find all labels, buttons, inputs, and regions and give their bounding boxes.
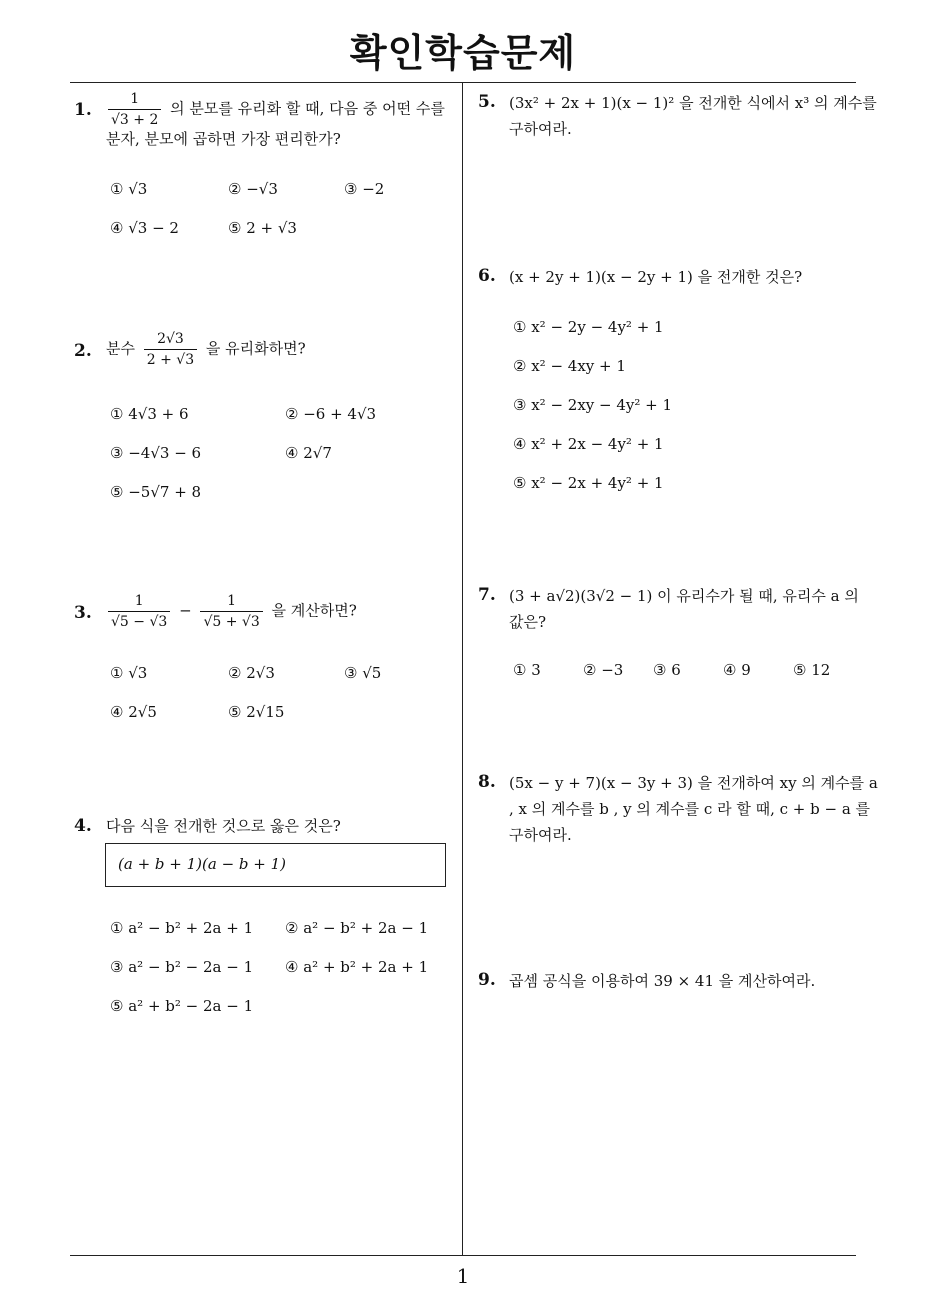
option-3[interactable]: ③ −4√3 − 6 (110, 444, 202, 462)
option-4[interactable]: ④ √3 − 2 (110, 219, 179, 237)
page-number: 1 (456, 1264, 470, 1288)
boxed-expression: (a + b + 1)(a − b + 1) (118, 855, 287, 873)
option-3[interactable]: ③ a² − b² − 2a − 1 (110, 958, 254, 976)
option-5[interactable]: ⑤ 12 (793, 661, 831, 679)
question-stem-line2: , x 의 계수를 b , y 의 계수를 c 라 할 때, c + b − a 를 (509, 800, 871, 818)
option-2[interactable]: ② a² − b² + 2a − 1 (285, 919, 429, 937)
option-1[interactable]: ① 3 (513, 661, 541, 679)
option-5[interactable]: ⑤ 2 + √3 (228, 219, 297, 237)
question-stem: (x + 2y + 1)(x − 2y + 1) 을 전개한 것은? (509, 268, 803, 286)
question-stem: (3 + a√2)(3√2 − 1) 이 유리수가 될 때, 유리수 a 의 (509, 587, 859, 605)
fraction (200, 592, 262, 631)
question-number: 3. (74, 603, 92, 623)
question-stem-line2: 값은? (509, 613, 547, 631)
fraction-denominator: √5 − √3 (111, 614, 168, 630)
stem-text: 을 계산하면? (271, 601, 357, 620)
question-stem (104, 90, 458, 129)
page-title: 확인학습문제 (349, 31, 577, 75)
operator: − (179, 601, 192, 620)
column-divider (462, 83, 463, 1256)
option-2[interactable]: ② −6 + 4√3 (285, 405, 377, 423)
bottom-rule (70, 1255, 856, 1256)
question-stem-line2: 구하여라. (509, 120, 572, 138)
fraction (108, 592, 170, 631)
fraction-denominator: 2 + √3 (146, 352, 195, 368)
option-1[interactable]: ① 4√3 + 6 (110, 405, 189, 423)
stem-text-line2: 분자, 분모에 곱하면 가장 편리한가? (106, 130, 341, 148)
fraction-numerator: 2√3 (144, 330, 197, 350)
option-2[interactable]: ② −√3 (228, 180, 278, 198)
option-1[interactable]: ① √3 (110, 664, 148, 682)
option-5[interactable]: ⑤ 2√15 (228, 703, 285, 721)
fraction (108, 90, 161, 129)
option-1[interactable]: ① a² − b² + 2a + 1 (110, 919, 254, 937)
option-1[interactable]: ① √3 (110, 180, 148, 198)
question-number: 2. (74, 341, 92, 361)
option-4[interactable]: ④ 2√7 (285, 444, 332, 462)
fraction-denominator: √3 + 2 (111, 112, 159, 128)
fraction-denominator: √5 + √3 (203, 614, 260, 630)
option-4[interactable]: ④ a² + b² + 2a + 1 (285, 958, 429, 976)
question-number: 1. (74, 100, 92, 120)
fraction-numerator: 1 (200, 592, 262, 612)
option-3[interactable]: ③ √5 (344, 664, 382, 682)
question-number: 8. (478, 772, 496, 792)
question-stem: (3x² + 2x + 1)(x − 1)² 을 전개한 식에서 x³ 의 계수를 (509, 94, 877, 112)
question-number: 4. (74, 816, 92, 836)
option-2[interactable]: ② −3 (583, 661, 624, 679)
option-5[interactable]: ⑤ a² + b² − 2a − 1 (110, 997, 254, 1015)
question-stem: 곱셈 공식을 이용하여 39 × 41 을 계산하여라. (509, 972, 816, 990)
question-stem (106, 330, 306, 369)
option-4[interactable]: ④ 2√5 (110, 703, 157, 721)
top-rule (70, 82, 856, 83)
option-3[interactable]: ③ 6 (653, 661, 681, 679)
stem-text: 분수 (106, 339, 135, 358)
question-number: 9. (478, 970, 496, 990)
option-3[interactable]: ③ x² − 2xy − 4y² + 1 (513, 396, 673, 414)
question-number: 6. (478, 266, 496, 286)
option-3[interactable]: ③ −2 (344, 180, 385, 198)
question-stem: 다음 식을 전개한 것으로 옳은 것은? (106, 817, 341, 835)
fraction-numerator: 1 (108, 592, 170, 612)
option-4[interactable]: ④ x² + 2x − 4y² + 1 (513, 435, 664, 453)
question-stem-line3: 구하여라. (509, 826, 572, 844)
option-1[interactable]: ① x² − 2y − 4y² + 1 (513, 318, 664, 336)
fraction-numerator: 1 (108, 90, 161, 110)
stem-text: 을 유리화하면? (205, 339, 306, 358)
option-2[interactable]: ② 2√3 (228, 664, 275, 682)
question-stem: (5x − y + 7)(x − 3y + 3) 을 전개하여 xy 의 계수를 a (509, 774, 878, 792)
option-5[interactable]: ⑤ x² − 2x + 4y² + 1 (513, 474, 664, 492)
stem-text: 의 분모를 유리화 할 때, 다음 중 어떤 수를 (170, 99, 445, 118)
question-number: 7. (478, 585, 496, 605)
question-number: 5. (478, 92, 496, 112)
fraction (144, 330, 197, 369)
option-5[interactable]: ⑤ −5√7 + 8 (110, 483, 202, 501)
option-4[interactable]: ④ 9 (723, 661, 751, 679)
question-stem (104, 592, 357, 631)
option-2[interactable]: ② x² − 4xy + 1 (513, 357, 626, 375)
expression-box (105, 843, 446, 887)
